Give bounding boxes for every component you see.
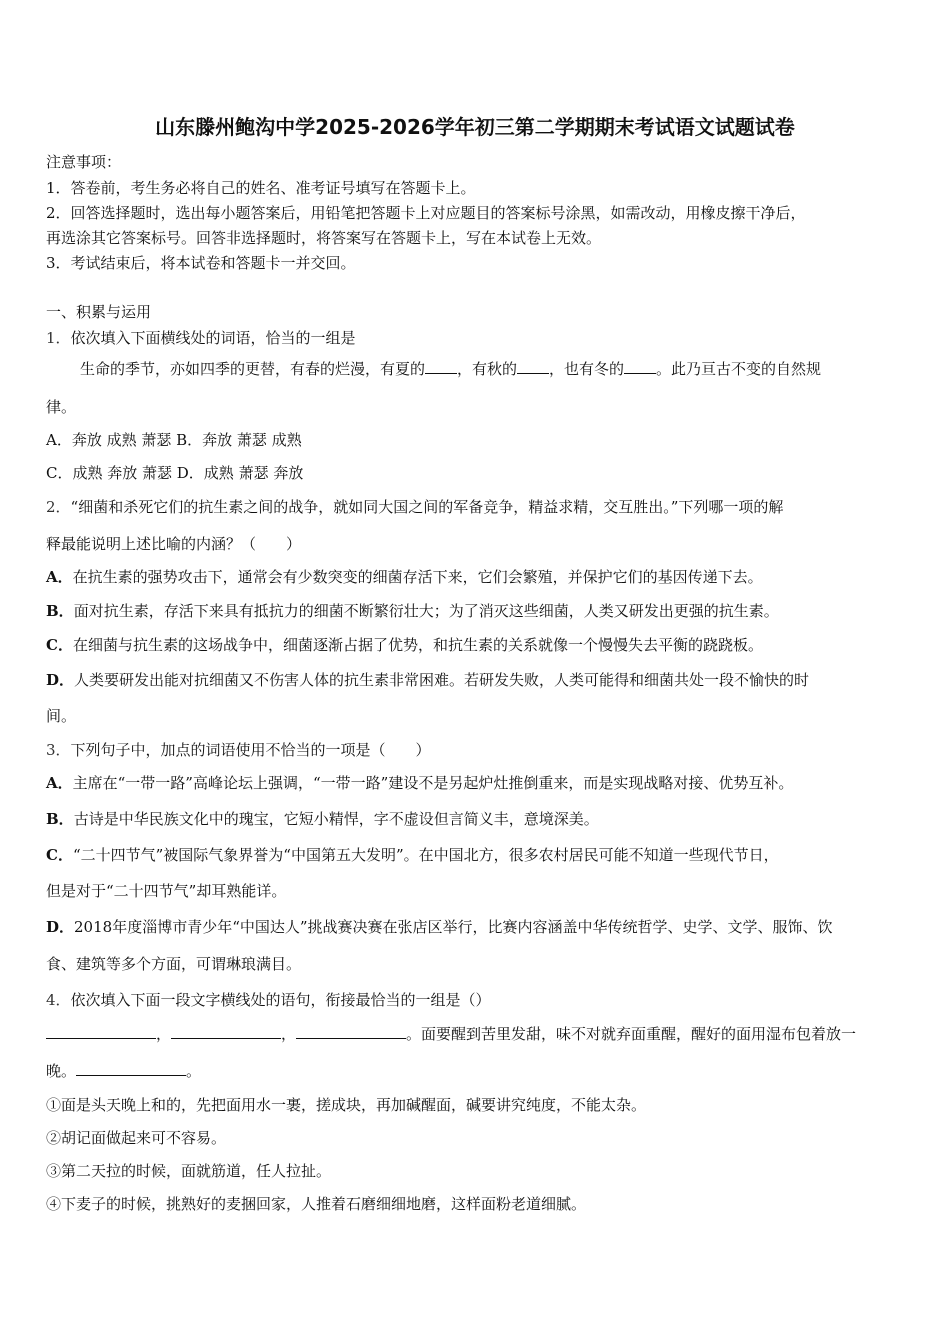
question-3-option-d-cont: 食、建筑等多个方面，可谓琳琅满目。 (46, 955, 302, 973)
question-4-sentence-1: ①面是头天晚上和的，先把面用水一裹，搓成块，再加碱醒面，碱要讲究纯度，不能太杂。 (46, 1096, 647, 1114)
option-text: 在细菌与抗生素的这场战争中，细菌逐渐占据了优势，和抗生素的关系就像一个慢慢失去平衡的跷跷板。 (72, 636, 763, 654)
option-label: A． (46, 568, 73, 586)
question-3-option-c (46, 845, 779, 865)
fill-blank (171, 1024, 281, 1039)
fill-blank (46, 1024, 156, 1039)
option-text: 面对抗生素，存活下来具有抵抗力的细菌不断繁衍壮大；为了消灭这些细菌，人类又研发出更强的抗生素。 (73, 602, 779, 620)
fill-blank (296, 1024, 406, 1039)
question-2-option-d (46, 670, 809, 690)
passage-text: 。此乃亘古不变的自然规 (656, 360, 822, 378)
question-2-stem (46, 497, 783, 517)
question-text: “细菌和杀死它们的抗生素之间的战争，就如同大国之间的军备竞争，精益求精，交互胜出。”下列哪一项的解 (70, 498, 784, 516)
notice-item-2-cont: 再选涂其它答案标号。回答非选择题时，将答案写在答题卡上，写在本试卷上无效。 (46, 229, 602, 247)
passage-text: ， (156, 1025, 172, 1043)
question-1-stem (46, 328, 356, 348)
option-label: B． (46, 602, 74, 620)
question-number: 4． (46, 991, 71, 1009)
option-text: 2018年度淄博市青少年“中国达人”挑战赛决赛在张店区举行，比赛内容涵盖中华传统哲学、史学、文学、服饰、饮 (74, 918, 833, 936)
question-3-option-d (46, 917, 833, 937)
passage-text: 。面要醒到苦里发甜，味不对就弃面重醒，醒好的面用湿布包着放一 (406, 1025, 857, 1043)
question-3-option-a (46, 773, 793, 793)
option-text: “二十四节气”被国际气象界誉为“中国第五大发明”。在中国北方，很多农村居民可能不知道一些现代节日， (72, 846, 779, 864)
question-2-option-d-cont: 间。 (46, 707, 77, 725)
option-text: 古诗是中华民族文化中的瑰宝，它短小精悍，字不虚设但言简义丰，意境深美。 (73, 810, 599, 828)
question-4-passage (46, 1024, 856, 1044)
notice-item-3: 3．考试结束后，将本试卷和答题卡一并交回。 (46, 254, 356, 272)
fill-blank (517, 359, 549, 374)
page-title: 山东滕州鲍沟中学2025-2026学年初三第二学期期末考试语文试题试卷 (155, 115, 795, 139)
question-3-option-c-cont: 但是对于“二十四节气”却耳熟能详。 (46, 882, 287, 900)
option-text: 在抗生素的强势攻击下，通常会有少数突变的细菌存活下来，它们会繁殖，并保护它们的基因传递下去。 (72, 568, 763, 586)
question-1-options-cd: C．成熟 奔放 萧瑟 D．成熟 萧瑟 奔放 (46, 464, 304, 482)
question-text: 下列句子中，加点的词语使用不恰当的一项是（ ） (70, 741, 431, 759)
question-text: 依次填入下面一段文字横线处的语句，衔接最恰当的一组是（） (70, 991, 491, 1009)
question-1-passage (80, 359, 821, 379)
option-text: 人类要研发出能对抗细菌又不伤害人体的抗生素非常困难。若研发失败，人类可能得和细菌共处一段不愉快的时 (74, 671, 810, 689)
option-label: C． (46, 846, 73, 864)
question-1-passage-cont: 律。 (46, 398, 77, 416)
question-3-stem (46, 740, 431, 760)
fill-blank (624, 359, 656, 374)
question-2-option-a (46, 567, 763, 587)
option-label: B． (46, 810, 74, 828)
passage-text: ， (281, 1025, 297, 1043)
option-label: D． (46, 671, 75, 689)
question-number: 3． (46, 741, 71, 759)
question-number: 2． (46, 498, 71, 516)
section-heading: 一、积累与运用 (46, 303, 152, 321)
question-2-option-c (46, 635, 763, 655)
fill-blank (76, 1061, 186, 1076)
question-4-sentence-2: ②胡记面做起来可不容易。 (46, 1129, 227, 1147)
notice-item-1: 1．答卷前，考生务必将自己的姓名、准考证号填写在答题卡上。 (46, 179, 476, 197)
question-text: 依次填入下面横线处的词语，恰当的一组是 (70, 329, 356, 347)
question-2-stem-cont: 释最能说明上述比喻的内涵？（ ） (46, 535, 302, 553)
passage-text: 。 (186, 1062, 202, 1080)
option-label: C． (46, 636, 73, 654)
option-label: D． (46, 918, 75, 936)
passage-text: 晚。 (46, 1062, 77, 1080)
passage-text: ，也有冬的 (549, 360, 625, 378)
question-3-option-b (46, 809, 599, 829)
passage-text: ，有秋的 (457, 360, 518, 378)
option-label: A． (46, 774, 73, 792)
question-4-passage-cont (46, 1061, 201, 1081)
notice-heading: 注意事项： (46, 153, 122, 171)
question-2-option-b (46, 601, 779, 621)
question-4-stem (46, 990, 491, 1010)
notice-item-2: 2．回答选择题时，选出每小题答案后，用铅笔把答题卡上对应题目的答案标号涂黑，如需改动，用橡皮擦干净后， (46, 204, 806, 222)
passage-text: 生命的季节，亦如四季的更替，有春的烂漫，有夏的 (80, 360, 426, 378)
fill-blank (425, 359, 457, 374)
question-number: 1． (46, 329, 71, 347)
question-1-options-ab: A．奔放 成熟 萧瑟 B．奔放 萧瑟 成熟 (46, 431, 302, 449)
option-text: 主席在“一带一路”高峰论坛上强调，“一带一路”建设不是另起炉灶推倒重来，而是实现战略对接、优势互补。 (72, 774, 794, 792)
question-4-sentence-3: ③第二天拉的时候，面就筋道，任人拉扯。 (46, 1162, 332, 1180)
question-4-sentence-4: ④下麦子的时候，挑熟好的麦捆回家，人推着石磨细细地磨，这样面粉老道细腻。 (46, 1195, 587, 1213)
